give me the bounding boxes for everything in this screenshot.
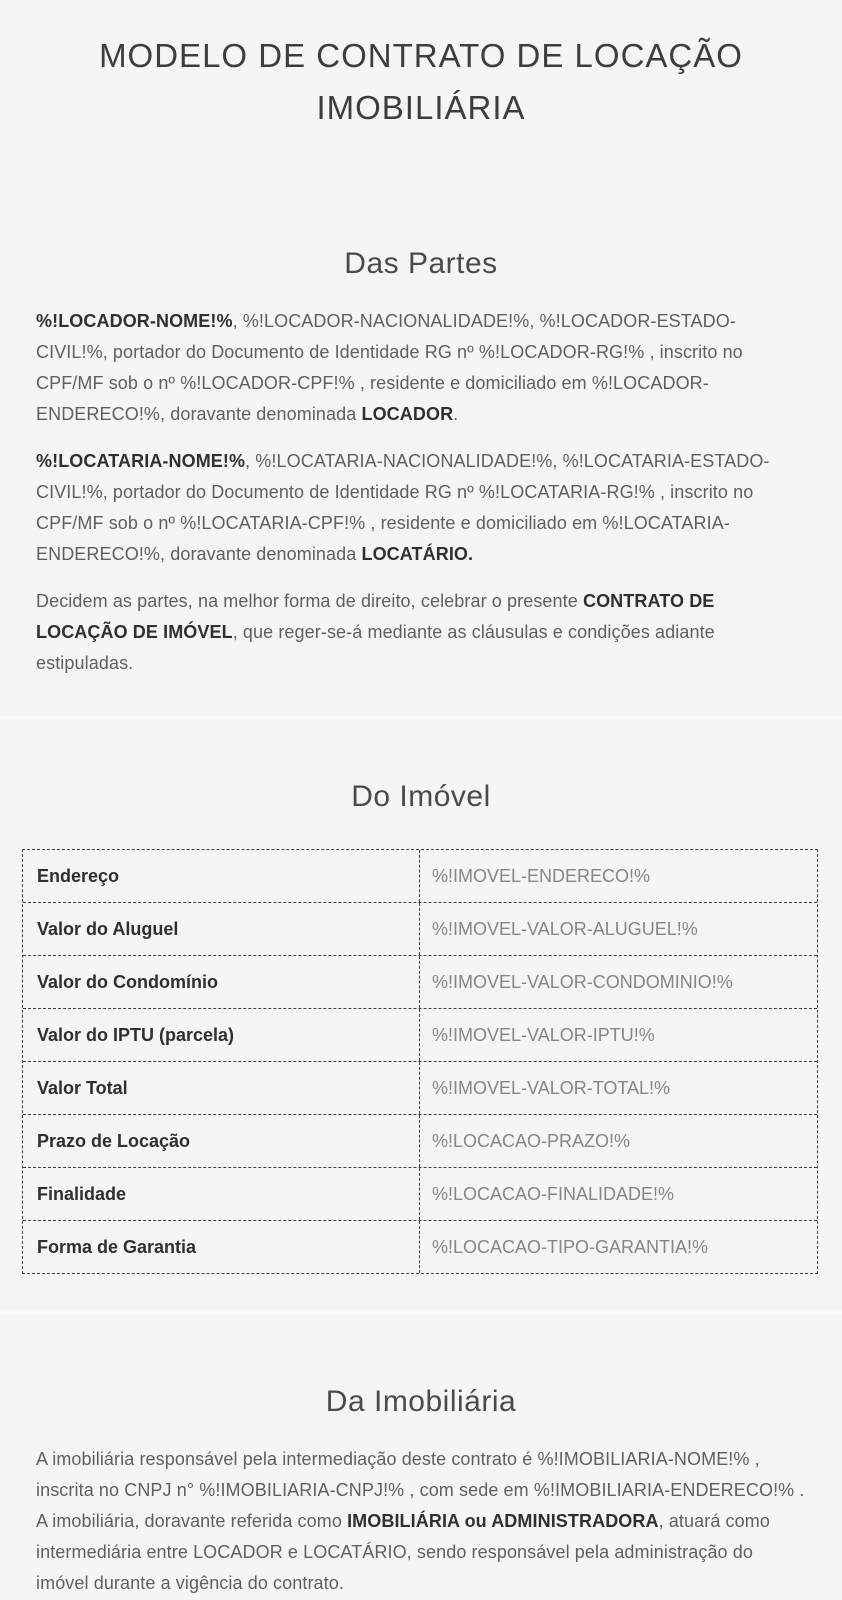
row-value: %!LOCACAO-PRAZO!%	[432, 1130, 631, 1151]
placeholder-locador-nome: %!LOCADOR-NOME!%	[36, 311, 233, 331]
document-title: MODELO DE CONTRATO DE LOCAÇÃO IMOBILIÁRIA	[99, 37, 743, 126]
locador-period: .	[453, 404, 459, 424]
row-label: Finalidade	[23, 1168, 420, 1220]
table-row	[23, 1009, 817, 1062]
locataria-details-text: , %!LOCATARIA-NACIONALIDADE!%, %!LOCATARIA-ESTADO-CIVIL!%, portador do Documento de Identidade RG nº %!LOCATARIA-RG!% , inscrito no CPF/MF sob o nº %!LOCATARIA-CPF!% , residente e domiciliado em %!LOCATARIA-ENDERECO!%, doravante denominada	[36, 451, 770, 564]
row-value: %!IMOVEL-ENDERECO!%	[432, 865, 651, 886]
row-label: Valor do Aluguel	[23, 903, 420, 955]
locatario-term: LOCATÁRIO.	[361, 544, 474, 564]
table-row	[23, 1168, 817, 1221]
locador-term: LOCADOR	[361, 404, 454, 424]
row-value: %!IMOVEL-VALOR-ALUGUEL!%	[432, 918, 698, 939]
row-label: Valor do Condomínio	[23, 956, 420, 1008]
table-row	[23, 956, 817, 1009]
imobiliaria-closing-text: , atuará como intermediária entre LOCADOR e LOCATÁRIO, sendo responsável pela administração do imóvel durante a vigência do contrato.	[36, 1511, 770, 1593]
imobiliaria-term: IMOBILIÁRIA ou ADMINISTRADORA	[347, 1511, 659, 1531]
table-row	[23, 903, 817, 956]
row-label: Valor do IPTU (parcela)	[23, 1009, 420, 1061]
row-label: Forma de Garantia	[23, 1221, 420, 1273]
contrato-term: CONTRATO DE LOCAÇÃO DE IMÓVEL	[36, 591, 715, 642]
table-row	[23, 1221, 817, 1273]
section-heading-da-imobiliaria: Da Imobiliária	[325, 1385, 517, 1418]
row-value: %!IMOVEL-VALOR-TOTAL!%	[432, 1077, 671, 1098]
table-row	[23, 850, 817, 903]
section-heading-das-partes: Das Partes	[344, 247, 498, 280]
row-label: Valor Total	[23, 1062, 420, 1114]
paragraph-imobiliaria	[36, 1444, 806, 1599]
row-label: Prazo de Locação	[23, 1115, 420, 1167]
row-value: %!LOCACAO-TIPO-GARANTIA!%	[432, 1236, 709, 1257]
locador-details-text: , %!LOCADOR-NACIONALIDADE!%, %!LOCADOR-ESTADO-CIVIL!%, portador do Documento de Identidade RG nº %!LOCADOR-RG!% , inscrito no CPF/MF sob o nº %!LOCADOR-CPF!% , residente e domiciliado em %!LOCADOR-ENDERECO!%, doravante denominada	[36, 311, 743, 424]
table-row	[23, 1115, 817, 1168]
imobiliaria-intro-text: A imobiliária responsável pela intermediação deste contrato é %!IMOBILIARIA-NOME!% , inscrita no CNPJ n° %!IMOBILIARIA-CNPJ!% , com sede em %!IMOBILIARIA-ENDERECO!% . A imobiliária, doravante referida como	[36, 1449, 805, 1531]
paragraph-locataria	[36, 446, 806, 570]
decidem-closing-text: , que reger-se-á mediante as cláusulas e condições adiante estipuladas.	[36, 622, 715, 673]
das-partes-text-block	[0, 306, 842, 679]
row-label: Endereço	[23, 850, 420, 902]
row-value: %!IMOVEL-VALOR-CONDOMINIO!%	[432, 971, 733, 992]
row-value: %!IMOVEL-VALOR-IPTU!%	[432, 1024, 655, 1045]
section-divider	[0, 1310, 842, 1316]
paragraph-decidem	[36, 586, 806, 679]
row-value: %!LOCACAO-FINALIDADE!%	[432, 1183, 675, 1204]
section-divider	[0, 715, 842, 721]
table-row	[23, 1062, 817, 1115]
placeholder-locataria-nome: %!LOCATARIA-NOME!%	[36, 451, 246, 471]
imovel-table	[22, 849, 818, 1274]
section-heading-do-imovel: Do Imóvel	[351, 780, 491, 813]
decidem-intro-text: Decidem as partes, na melhor forma de direito, celebrar o presente	[36, 591, 583, 611]
da-imobiliaria-text-block	[0, 1444, 842, 1599]
paragraph-locador	[36, 306, 806, 430]
